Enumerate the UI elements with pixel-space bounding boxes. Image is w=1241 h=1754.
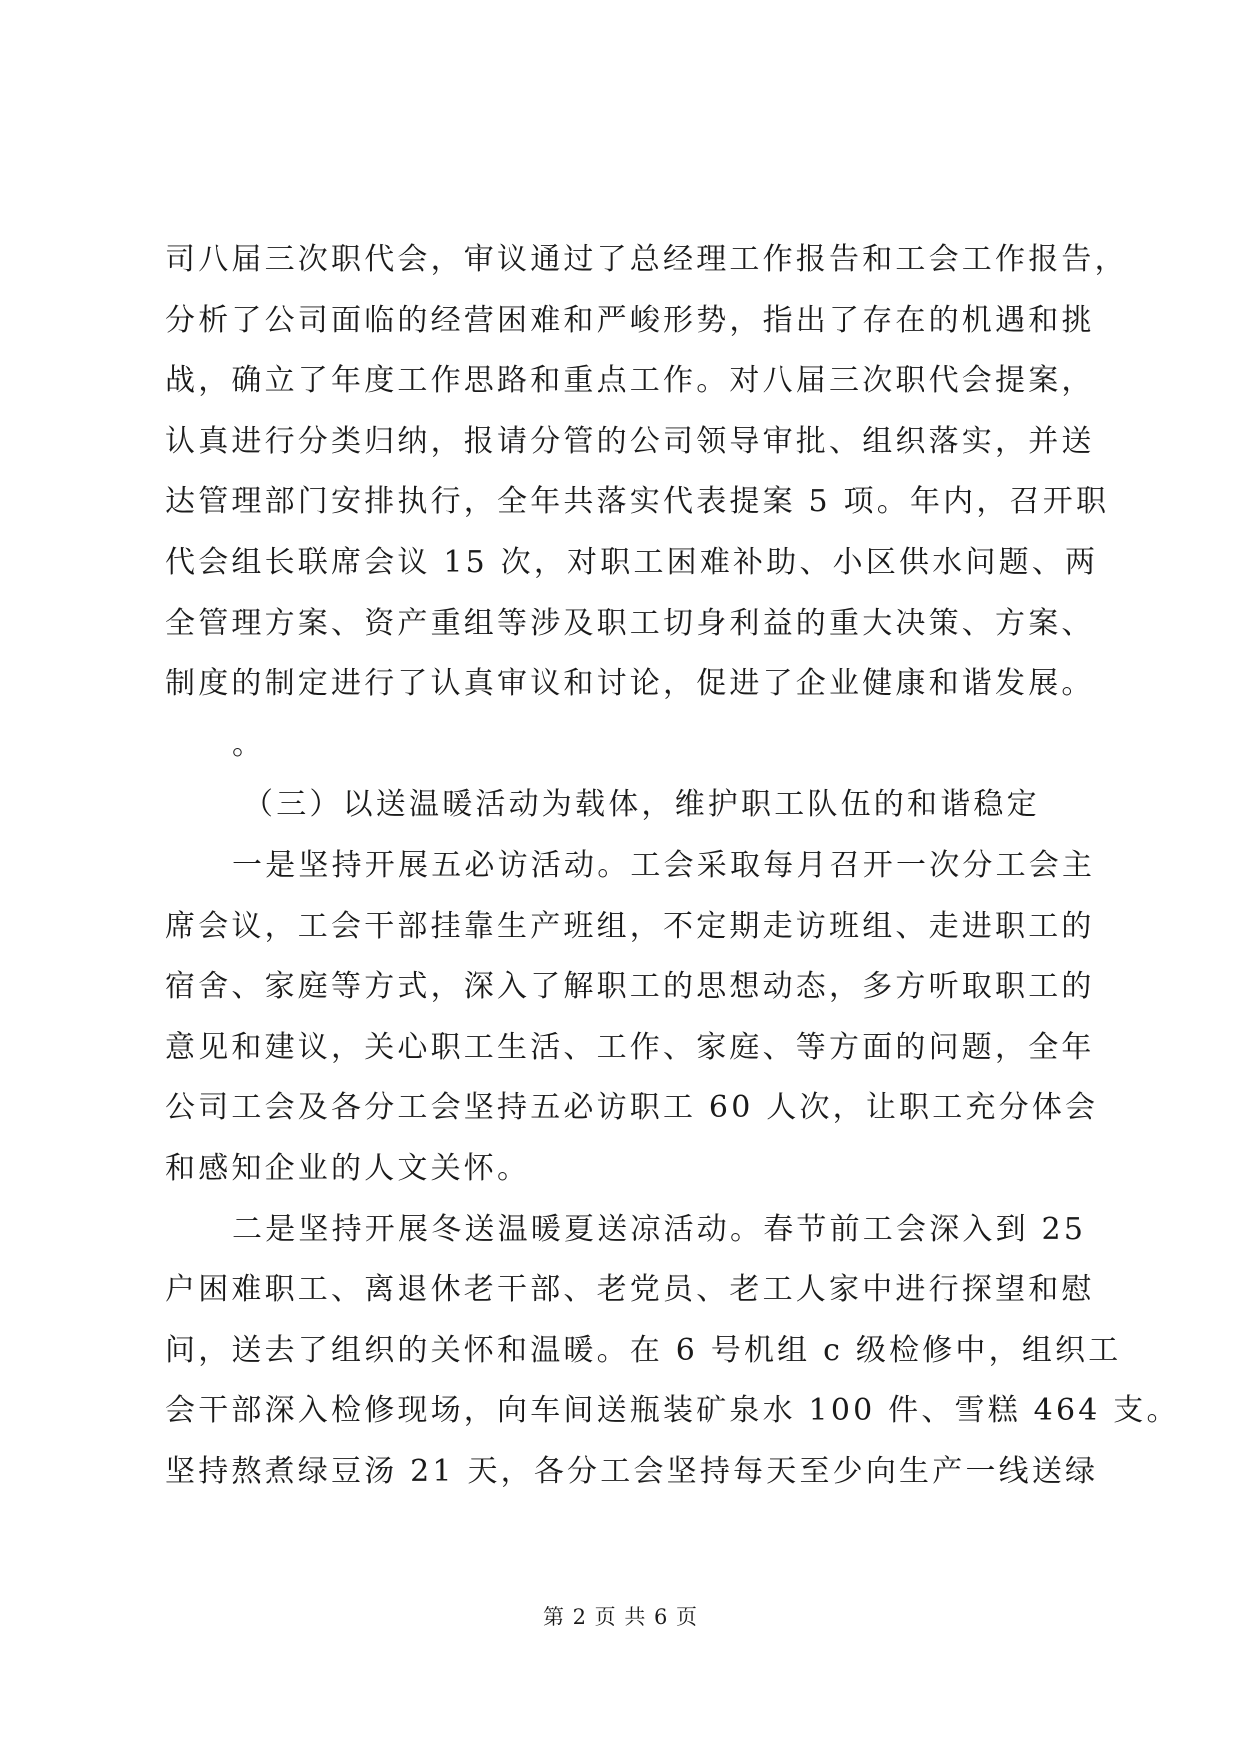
stray-period-line: 。: [232, 726, 266, 762]
text-line: 司八届三次职代会，审议通过了总经理工作报告和工会工作报告，: [165, 242, 1128, 277]
paragraph-start-line: 二是坚持开展冬送温暖夏送凉活动。春节前工会深入到 25: [232, 1211, 1087, 1247]
text-line: 分析了公司面临的经营困难和严峻形势，指出了存在的机遇和挑: [165, 302, 1095, 338]
text-line: 宿舍、家庭等方式，深入了解职工的思想动态，多方听取职工的: [165, 969, 1095, 1005]
text-line: 代会组长联席会议 15 次，对职工困难补助、小区供水问题、两: [165, 544, 1099, 580]
text-line: 制度的制定进行了认真审议和讨论，促进了企业健康和谐发展。: [165, 666, 1095, 702]
text-line: 战，确立了年度工作思路和重点工作。对八届三次职代会提案，: [165, 363, 1095, 399]
text-line: 意见和建议，关心职工生活、工作、家庭、等方面的问题，全年: [165, 1029, 1095, 1065]
text-line: 认真进行分类归纳，报请分管的公司领导审批、组织落实，并送: [165, 423, 1095, 459]
text-line: 坚持熬煮绿豆汤 21 天，各分工会坚持每天至少向生产一线送绿: [165, 1453, 1099, 1489]
text-line: 户困难职工、离退休老干部、老党员、老工人家中进行探望和慰: [165, 1272, 1095, 1308]
text-line: 达管理部门安排执行，全年共落实代表提案 5 项。年内，召开职: [165, 484, 1110, 520]
text-line: 席会议，工会干部挂靠生产班组，不定期走访班组、走进职工的: [165, 908, 1095, 944]
paragraph-start-line: 一是坚持开展五必访活动。工会采取每月召开一次分工会主: [232, 847, 1096, 883]
text-line: 公司工会及各分工会坚持五必访职工 60 人次，让职工充分体会: [165, 1090, 1099, 1126]
section-heading: （三）以送温暖活动为载体，维护职工队伍的和谐稳定: [243, 787, 1040, 823]
text-line: 会干部深入检修现场，向车间送瓶装矿泉水 100 件、雪糕 464 支。: [165, 1393, 1180, 1429]
page-number-footer: 第 2 页 共 6 页: [542, 1605, 699, 1629]
text-line: 全管理方案、资产重组等涉及职工切身利益的重大决策、方案、: [165, 605, 1095, 641]
document-body: [165, 230, 1180, 1502]
text-line: 和感知企业的人文关怀。: [165, 1150, 531, 1186]
text-line: 问，送去了组织的关怀和温暖。在 6 号机组 c 级检修中，组织工: [165, 1332, 1122, 1368]
